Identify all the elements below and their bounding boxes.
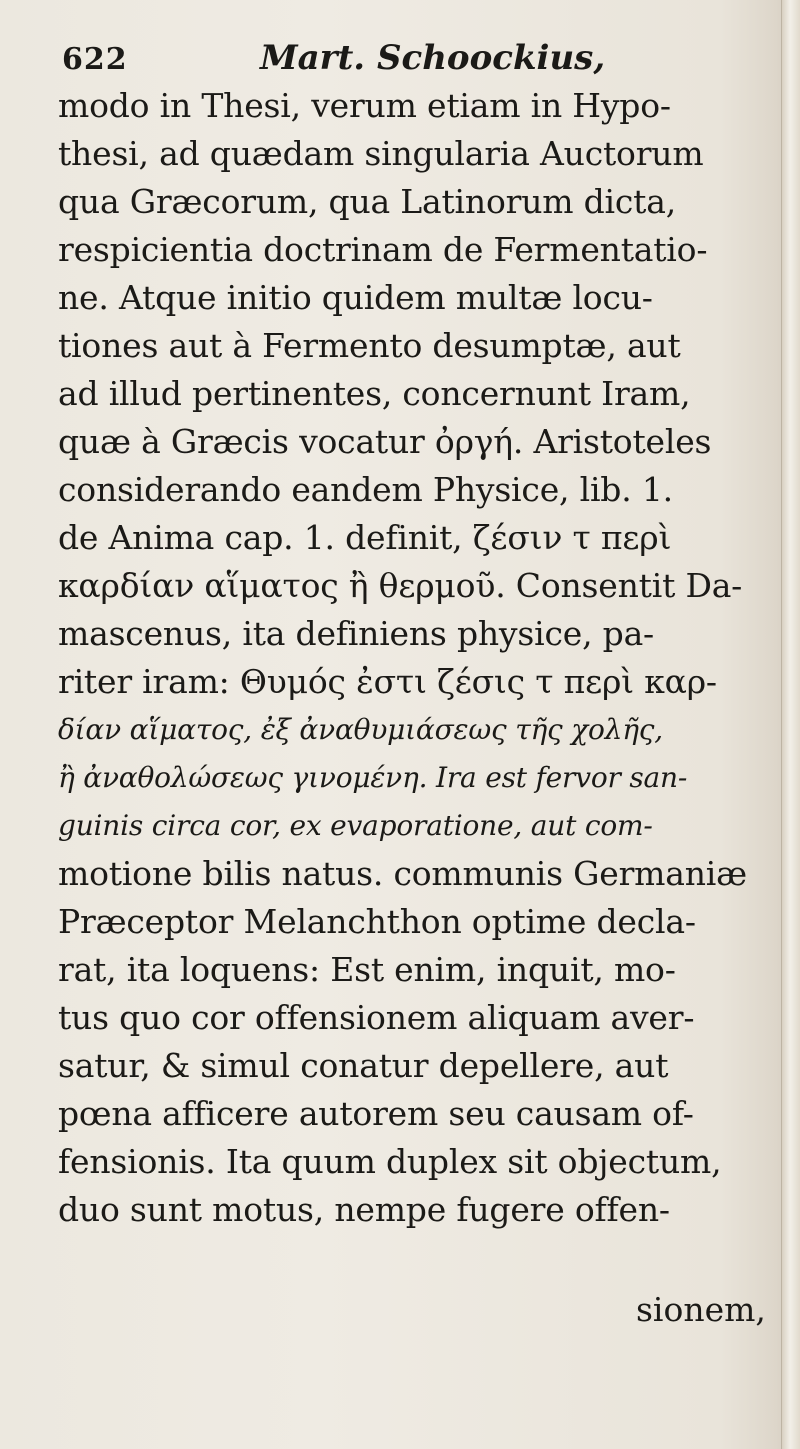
text-line: ἢ ἀναθολώσεως γινομένη. Ira est fervor san- xyxy=(58,761,688,794)
text-line: Præceptor Melanchthon optime decla- xyxy=(58,902,696,941)
text-line: motione bilis natus. communis Germaniæ xyxy=(58,854,747,893)
text-line: ad illud pertinentes, concernunt Iram, xyxy=(58,374,691,413)
text-line: δίαν αἵματος, ἐξ ἀναθυμιάσεως τῆς χολῆς, xyxy=(58,713,663,746)
text-line: ne. Atque initio quidem multæ locu- xyxy=(58,278,653,317)
page-number: 622 xyxy=(62,42,128,77)
text-line: fensionis. Ita quum duplex sit objectum, xyxy=(58,1142,722,1181)
text-line: de Anima cap. 1. definit, ζέσιν τ περὶ xyxy=(58,518,672,557)
body-text xyxy=(58,82,788,1234)
catchword: sionem, xyxy=(636,1290,766,1329)
text-line: qua Græcorum, qua Latinorum dicta, xyxy=(58,182,677,221)
running-head: Mart. Schoockius, xyxy=(260,38,606,78)
text-line: respicientia doctrinam de Fermentatio- xyxy=(58,230,708,269)
text-line: considerando eandem Physice, lib. 1. xyxy=(58,470,673,509)
text-line: mascenus, ita definiens physice, pa- xyxy=(58,614,655,653)
text-line: satur, & simul conatur depellere, aut xyxy=(58,1046,669,1085)
text-line: καρδίαν αἵματος ἢ θερμοῦ. Consentit Da- xyxy=(58,566,743,605)
text-line: tiones aut à Fermento desumptæ, aut xyxy=(58,326,681,365)
text-line: pœna afficere autorem seu causam of- xyxy=(58,1094,694,1133)
text-line: tus quo cor offensionem aliquam aver- xyxy=(58,998,695,1037)
text-line: guinis circa cor, ex evaporatione, aut com- xyxy=(58,809,653,842)
text-line: thesi, ad quædam singularia Auctorum xyxy=(58,134,704,173)
text-line: duo sunt motus, nempe fugere offen- xyxy=(58,1190,670,1229)
text-line: modo in Thesi, verum etiam in Hypo- xyxy=(58,86,671,125)
text-line: riter iram: Θυμός ἐστι ζέσις τ περὶ καρ- xyxy=(58,662,717,701)
text-line: rat, ita loquens: Est enim, inquit, mo- xyxy=(58,950,676,989)
text-line: quæ à Græcis vocatur ὀργή. Aristoteles xyxy=(58,422,712,461)
